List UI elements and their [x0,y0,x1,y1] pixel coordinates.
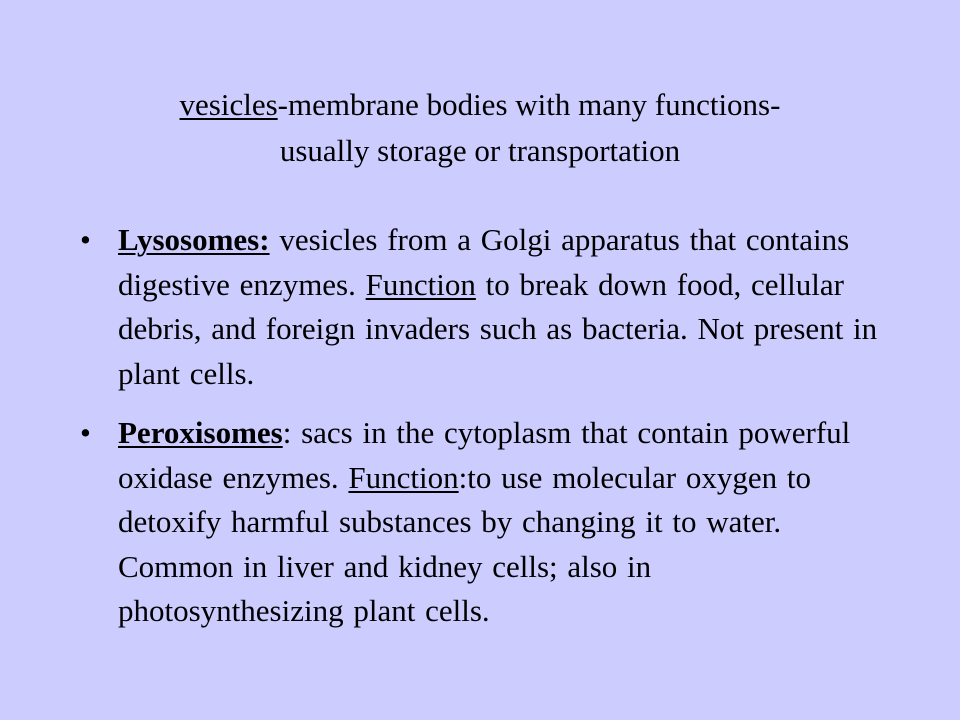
title-line2: usually storage or transportation [279,133,681,168]
peroxisomes-text-2: :to use molecular oxygen to detoxify harmful substances by changing it to water. Common in liver and kidney cells; also in photosynthesizing plant cells. [118,459,812,628]
title-term-vesicles: vesicles [179,87,278,122]
bullet-list [80,218,880,649]
term-lysosomes: Lysosomes: [118,222,270,257]
lysosomes-text-2: to break down food, cellular debris, and foreign invaders such as bacteria. Not present in plant cells. [118,266,878,391]
bullet-peroxisomes [80,411,880,634]
peroxisomes-colon: : [282,415,302,450]
term-peroxisomes: Peroxisomes [118,415,283,450]
title-line1-rest: -membrane bodies with many functions- [277,87,781,122]
bullet-dot: • [80,415,91,450]
lysosomes-text-1: vesicles from a Golgi apparatus that contains digestive enzymes. [118,222,850,302]
peroxisomes-function-word: Function [348,459,459,495]
bullet-dot: • [80,222,91,257]
bullet-lysosomes [80,218,880,396]
peroxisomes-text-1: sacs in the cytoplasm that contain powerful oxidase enzymes. [118,415,851,495]
slide-title [60,82,900,174]
lysosomes-function-word: Function [365,266,476,302]
